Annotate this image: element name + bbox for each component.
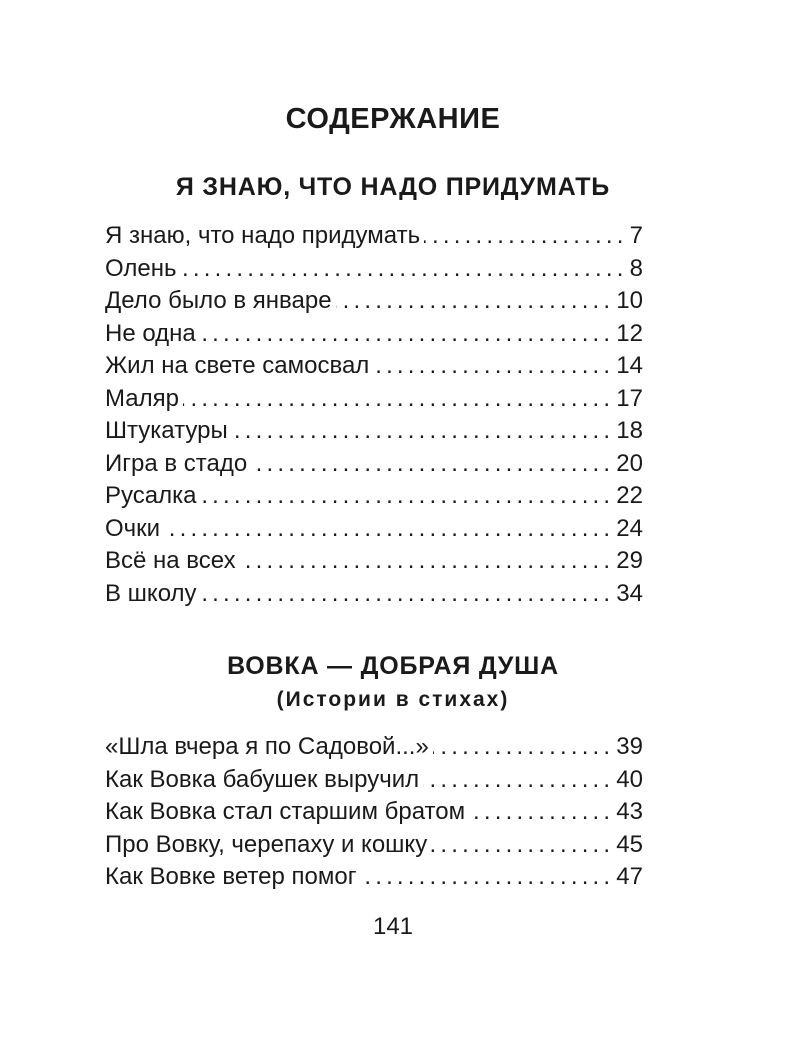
leader-dots — [424, 220, 628, 252]
leader-dots — [373, 350, 614, 382]
toc-entry-label: Очки — [105, 514, 161, 542]
toc-entry-page: 7 — [629, 222, 643, 249]
toc-entry-label: Игра в стадо — [105, 449, 248, 477]
toc-entry-page: 24 — [616, 514, 643, 542]
toc-entry-page: 14 — [616, 352, 643, 379]
toc-entry — [105, 383, 643, 416]
leader-dots — [200, 480, 614, 512]
toc-entry — [105, 253, 643, 286]
toc-entry-page: 39 — [616, 733, 643, 760]
toc-entry — [105, 318, 643, 351]
page-title: СОДЕРЖАНИЕ — [285, 103, 501, 135]
leader-dots — [336, 285, 615, 317]
leader-dots — [164, 513, 614, 545]
leader-dots — [181, 253, 628, 285]
leader-dots — [360, 861, 614, 893]
toc-entry — [105, 415, 643, 448]
leader-dots — [251, 448, 614, 480]
leader-dots — [201, 578, 615, 610]
toc-entry-label: Не одна — [105, 319, 196, 347]
toc-entry — [105, 764, 643, 797]
leader-dots — [423, 764, 614, 796]
section-title-1: Я ЗНАЮ, ЧТО НАДО ПРИДУМАТЬ — [175, 173, 611, 201]
toc-entry-page: 34 — [616, 579, 643, 607]
toc-entry-page: 18 — [616, 417, 643, 444]
toc-entry — [105, 350, 643, 383]
toc-entry-label: Русалка — [105, 482, 197, 509]
toc-entry-label: Я знаю, что надо придумать — [105, 222, 421, 249]
toc-entry-page: 10 — [616, 287, 643, 314]
toc-entry-label: Штукатуры — [105, 417, 228, 444]
toc-entry-label: Маляр — [105, 384, 179, 412]
leader-dots — [183, 383, 614, 415]
toc-entry-label: Про Вовку, черепаху и кошку — [105, 830, 428, 858]
toc-entry-label: Как Вовке ветер помог — [105, 863, 357, 890]
toc-entry — [105, 829, 643, 862]
toc-entry-label: «Шла вчера я по Садовой...» — [105, 733, 429, 760]
toc-entry-page: 47 — [616, 863, 643, 890]
leader-dots — [431, 829, 614, 861]
toc-entry — [105, 578, 643, 611]
toc-entry-label: Как Вовка стал старшим братом — [105, 798, 466, 825]
toc-entry-page: 20 — [616, 449, 643, 477]
toc-entry — [105, 513, 643, 546]
toc-entry-label: Жил на свете самосвал — [105, 352, 370, 379]
toc-entry — [105, 220, 643, 253]
toc-entry — [105, 448, 643, 481]
toc-entry-page: 8 — [629, 254, 643, 282]
leader-dots — [200, 318, 615, 350]
leader-dots — [240, 545, 615, 577]
toc-entry-label: Дело было в январе — [105, 287, 332, 314]
section-title-2: ВОВКА — ДОБРАЯ ДУША — [227, 652, 559, 680]
section-subtitle-2: (Истории в стихах) — [276, 688, 510, 711]
toc-entry-page: 45 — [616, 830, 643, 858]
toc-entry-label: Олень — [105, 254, 177, 282]
leader-dots — [433, 731, 614, 763]
toc-entry-page: 22 — [616, 482, 643, 509]
leader-dots — [232, 415, 615, 447]
toc-entry-label: Всё на всех — [105, 547, 236, 574]
toc-entry — [105, 796, 643, 829]
toc-entry — [105, 285, 643, 318]
toc-entry-label: Как Вовка бабушек выручил — [105, 765, 420, 793]
toc-entry — [105, 731, 643, 764]
page-number: 141 — [372, 913, 414, 940]
toc-entry-page: 40 — [616, 765, 643, 793]
toc-entry-label: В школу — [105, 579, 197, 607]
toc-entry-page: 29 — [616, 547, 643, 574]
toc-list-2 — [105, 731, 643, 894]
leader-dots — [469, 796, 614, 828]
toc-entry — [105, 480, 643, 513]
toc-entry — [105, 545, 643, 578]
toc-entry-page: 17 — [616, 384, 643, 412]
toc-entry — [105, 861, 643, 894]
toc-list-1 — [105, 220, 643, 610]
toc-entry-page: 12 — [616, 319, 643, 347]
toc-entry-page: 43 — [616, 798, 643, 825]
